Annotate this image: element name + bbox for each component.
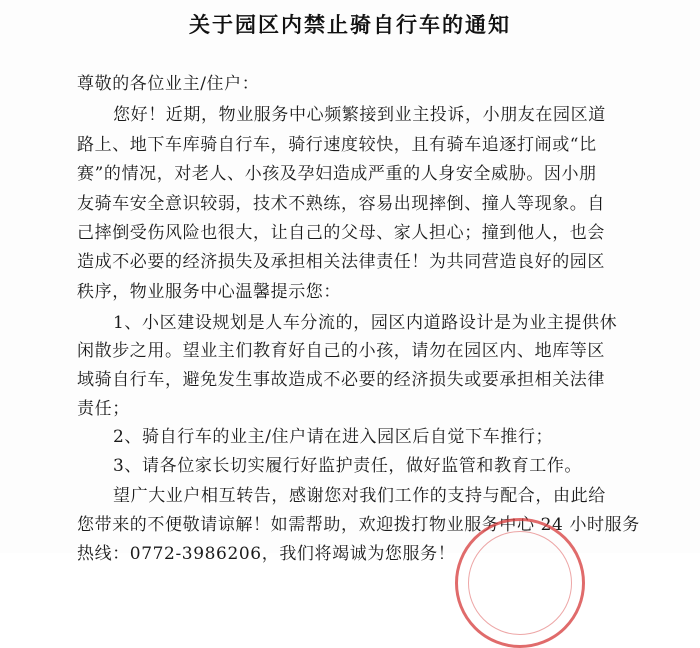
notice-title: 关于园区内禁止骑自行车的通知 [189,12,511,37]
closing-line: 您带来的不便敬请谅解！如需帮助，欢迎拨打物业服务中心 24 小时服务 [77,515,640,535]
body-line: 您好！近期，物业服务中心频繁接到业主投诉，小朋友在园区道 [113,105,606,125]
closing-line: 热线：0772-3986206，我们将竭诚为您服务！ [77,544,456,564]
list-item-1-line: 闲散步之用。望业主们教育好自己的小孩，请勿在园区内、地库等区 [77,341,605,361]
list-item-2: 2、骑自行车的业主/住户请在进入园区后自觉下车推行； [113,427,554,447]
body-line: 友骑车安全意识较弱，技术不熟练，容易出现摔倒、撞人等现象。自 [77,194,605,214]
salutation: 尊敬的各位业主/住户： [77,74,260,94]
list-item-1-line: 域骑自行车，避免发生事故造成不必要的经济损失或要承担相关法律 [77,370,605,390]
official-seal-inner-ring [468,531,572,635]
body-line: 秩序，物业服务中心温馨提示您： [77,282,341,302]
body-line: 造成不必要的经济损失及承担相关法律责任！为共同营造良好的园区 [77,252,605,272]
body-line: 己摔倒受伤风险也很大，让自己的父母、家人担心；撞到他人，也会 [77,223,605,243]
official-seal-stamp [455,518,585,648]
list-item-1-line: 1、小区建设规划是人车分流的，园区内道路设计是为业主提供休 [113,313,618,333]
body-line: 路上、地下车库骑自行车，骑行速度较快，且有骑车追逐打闹或“比 [77,135,597,155]
body-line: 赛”的情况，对老人、小孩及孕妇造成严重的人身安全威胁。因小朋 [77,164,597,184]
closing-line: 望广大业户相互转告，感谢您对我们工作的支持与配合，由此给 [113,486,606,506]
list-item-3: 3、请各位家长切实履行好监护责任，做好监管和教育工作。 [113,456,583,476]
list-item-1-line: 责任； [77,399,130,419]
